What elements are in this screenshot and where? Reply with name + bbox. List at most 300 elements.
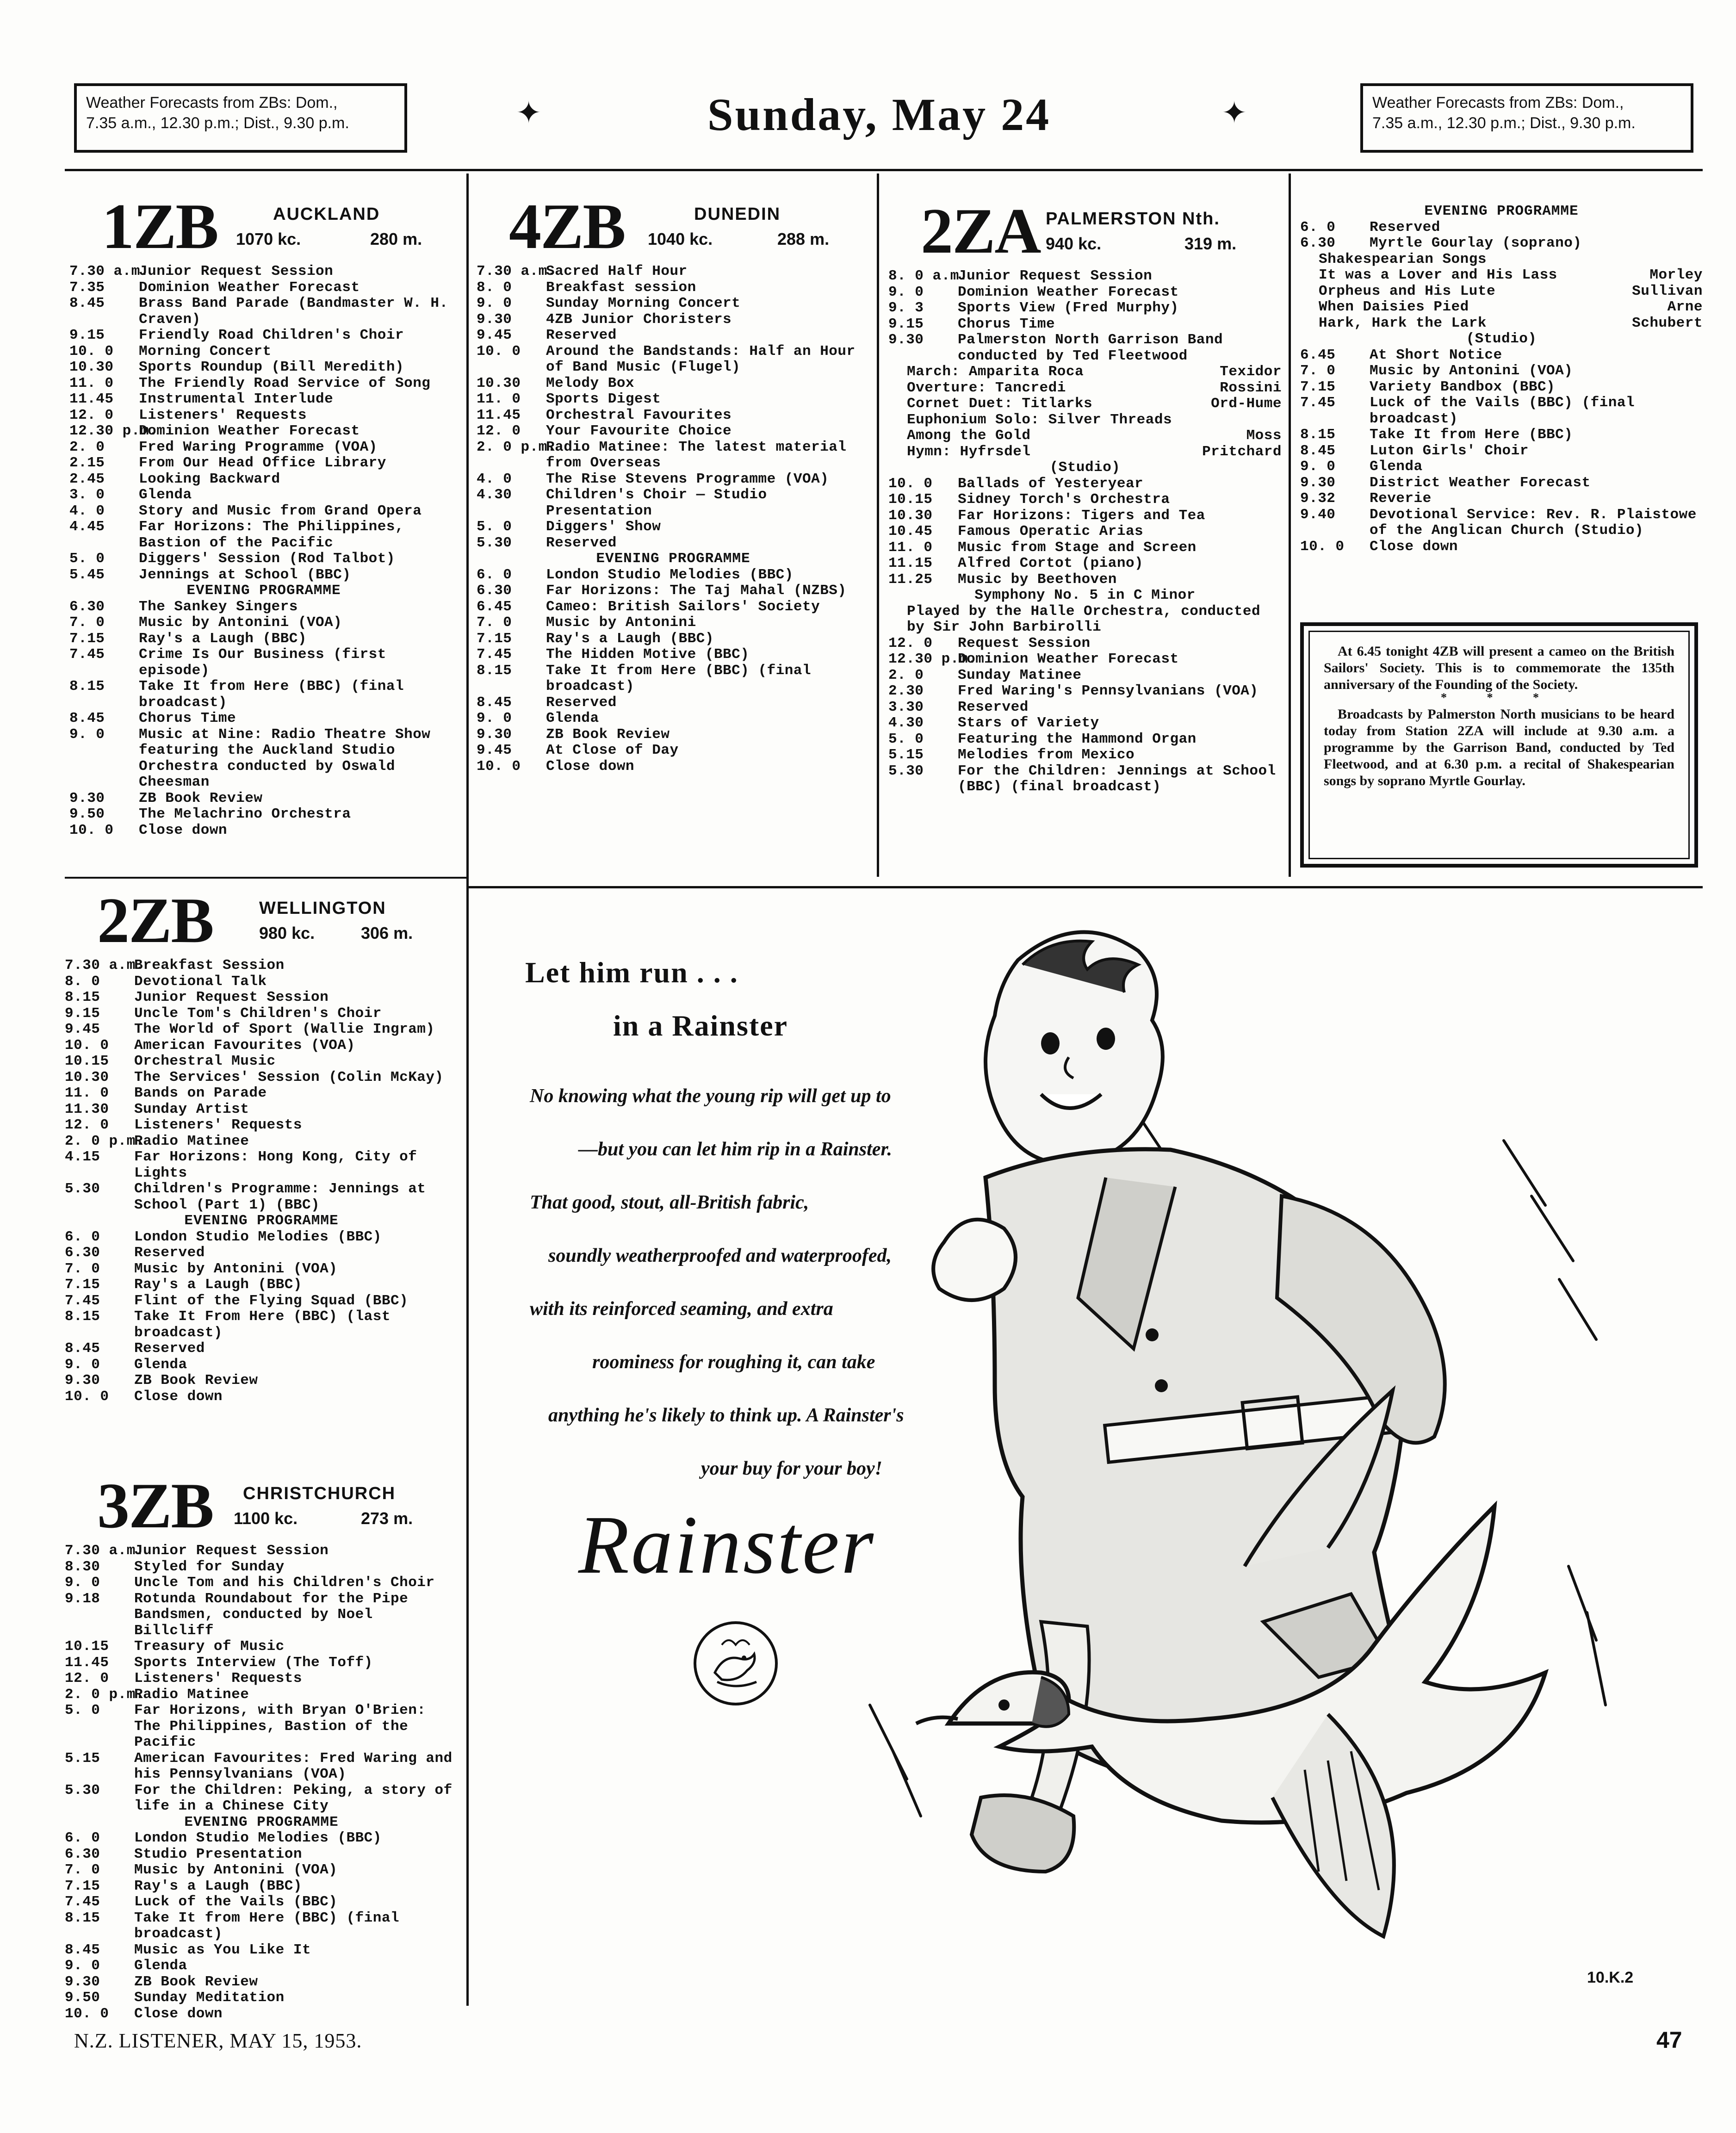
programme-item: [65, 1277, 458, 1293]
programme-title: Reserved: [134, 1245, 205, 1261]
programme-item: [477, 328, 870, 344]
programme-item: [477, 391, 870, 408]
station-frequency: 1100 kc.: [234, 1509, 298, 1528]
programme-title: Sidney Torch's Orchestra: [958, 491, 1170, 508]
programme-item: [65, 1102, 458, 1118]
programme-time: 5.30: [477, 534, 512, 551]
programme-item: [888, 763, 1285, 795]
programme-title: Sunday Morning Concert: [546, 295, 741, 311]
notice-box: [1300, 622, 1698, 868]
publication-footer: N.Z. LISTENER, MAY 15, 1953.: [74, 2029, 362, 2052]
programme-title: Music as You Like It: [134, 1941, 311, 1958]
band-piece: [888, 364, 1282, 380]
station-wavelength: 273 m.: [361, 1509, 413, 1528]
programme-title: Take It From Here (BBC) (last broadcast): [134, 1308, 400, 1341]
notice-paragraph: Broadcasts by Palmerston North musicians to be heard today from Station 2ZA will include at 9.30 a.m. a programme by the Garrison Band, conducted by Ted Fleetwood, and at 6.30 p.m. a recital of Shakespearian songs by soprano Myrtle Gourlay.: [1324, 707, 1674, 788]
programme-title: Variety Bandbox (BBC): [1370, 378, 1556, 395]
station-1zb: [69, 191, 458, 838]
programme-item: [477, 408, 870, 424]
programme-item: [65, 1054, 458, 1070]
song: [1300, 284, 1703, 300]
programme-time: 5. 0: [888, 731, 924, 747]
programme-item: [65, 1974, 458, 1990]
programme-time: 6.45: [1300, 347, 1336, 363]
programme-item: [888, 747, 1282, 763]
programme-title: Reserved: [546, 534, 617, 551]
header-rule: [65, 169, 1703, 171]
programme-title: Music by Antonini (VOA): [134, 1862, 338, 1878]
programme-title: Listeners' Requests: [139, 407, 307, 423]
programme-time: 8.45: [65, 1340, 100, 1357]
programme-title: Featuring the Hammond Organ: [958, 731, 1197, 747]
programme-title: Sports Interview (The Toff): [134, 1654, 373, 1671]
station-header: [888, 195, 1282, 268]
programme-item: [1300, 347, 1703, 364]
advert-headline: in a Rainster: [613, 1009, 788, 1042]
programme-title: At Close of Day: [546, 742, 679, 758]
programme-time: 6.45: [477, 598, 512, 615]
programme-time: 9.30: [69, 790, 105, 806]
programme-item: [69, 823, 458, 839]
band-piece-composer: Rossini: [1220, 379, 1282, 396]
station-call-sign: 2ZA: [921, 195, 1041, 267]
programme-time: 12.30 p.m.: [69, 423, 158, 439]
programme-time: 7.45: [65, 1292, 100, 1309]
programme-title: Looking Backward: [139, 471, 280, 487]
programme-time: 12. 0: [65, 1117, 109, 1133]
programme-time: 9.30: [888, 332, 924, 348]
programme-time: 6.30: [65, 1245, 100, 1261]
programme-item: [65, 1245, 458, 1261]
programme-time: 9.15: [69, 327, 105, 343]
programme-item: [65, 1373, 458, 1389]
programme-title: Reverie: [1370, 490, 1432, 507]
advert-copy-line: —but you can let him rip in a Rainster.: [578, 1139, 892, 1160]
programme-time: 2. 0 p.m.: [477, 439, 556, 455]
programme-time: 10. 0: [65, 2005, 109, 2022]
programme-time: 2. 0 p.m.: [65, 1133, 144, 1149]
programme-item: [888, 636, 1282, 652]
programme-time: 9. 0: [477, 295, 512, 311]
programme-time: 8.15: [65, 989, 100, 1005]
band-piece-title: Among the Gold: [907, 428, 1031, 444]
programme-title: Take It from Here (BBC) (final broadcast): [139, 678, 413, 711]
programme-item: [65, 974, 458, 990]
programme-item: [477, 695, 870, 711]
programme-time: 10. 0: [1300, 538, 1345, 555]
programme-title: Melodies from Mexico: [958, 747, 1135, 763]
programme-title: The Melachrino Orchestra: [139, 806, 351, 822]
programme-item: [477, 631, 870, 647]
programme-title: Palmerston North Garrison Band conducted by Ted Fleetwood: [958, 332, 1232, 364]
programme-item: [65, 1117, 458, 1134]
programme-list: [888, 268, 1285, 795]
station-frequency: 940 kc.: [1046, 234, 1102, 253]
programme-title: Fred Waring Programme (VOA): [139, 439, 378, 455]
notice-paragraph: At 6.45 tonight 4ZB will present a cameo on the British Sailors' Society. This is to commemorate the 135th anniversary of the Founding of the Society.: [1324, 644, 1674, 692]
programme-title: Treasury of Music: [134, 1638, 285, 1655]
programme-time: 8. 0: [65, 973, 100, 990]
programme-time: 11. 0: [888, 539, 933, 556]
programme-item: [477, 727, 870, 743]
programme-time: 10. 0: [65, 1037, 109, 1054]
programme-item: [888, 332, 1282, 364]
programme-time: 8.15: [1300, 427, 1336, 443]
studio-note: (Studio): [1049, 459, 1121, 476]
programme-item: [65, 1261, 458, 1277]
programme-time: 7. 0: [65, 1260, 100, 1277]
programme-time: 5.30: [65, 1782, 100, 1798]
programme-list: [65, 958, 458, 1405]
programme-time: 12. 0: [888, 635, 933, 651]
programme-item: [477, 759, 870, 775]
programme-title: Friendly Road Children's Choir: [139, 327, 404, 343]
programme-time: 2.30: [888, 683, 924, 699]
work-title: Symphony No. 5 in C Minor: [974, 587, 1196, 603]
programme-time: 7.45: [65, 1894, 100, 1910]
programme-time: 10.30: [65, 1069, 109, 1085]
band-piece: [888, 412, 1282, 428]
programme-time: 8.15: [477, 662, 512, 679]
advert-copy-line: soundly weatherproofed and waterproofed,: [548, 1245, 892, 1266]
programme-title: Take It from Here (BBC) (final broadcast): [546, 662, 820, 694]
programme-title: Junior Request Session: [139, 263, 334, 279]
programme-time: 9. 0: [477, 710, 512, 726]
programme-title: Junior Request Session: [958, 268, 1153, 284]
station-wavelength: 306 m.: [361, 924, 413, 942]
evening-programme-heading: EVENING PROGRAMME: [184, 1213, 339, 1229]
programme-item: [69, 328, 458, 344]
programme-title: Glenda: [139, 487, 192, 503]
programme-title: Glenda: [1370, 459, 1423, 475]
programme-item: [69, 360, 458, 376]
programme-title: The Hidden Motive (BBC): [546, 646, 750, 663]
programme-time: 7.15: [69, 630, 105, 647]
programme-item: [65, 1990, 458, 2006]
programme-item: [65, 1229, 458, 1246]
programme-time: 2. 0: [888, 667, 924, 683]
programme-title: Breakfast session: [546, 279, 696, 296]
programme-item: [65, 1910, 458, 1942]
programme-item: [65, 1559, 458, 1575]
programme-item: [888, 683, 1282, 700]
station-4zb: [477, 191, 870, 775]
station-call-sign: 4ZB: [509, 191, 625, 262]
station-call-sign: 1ZB: [102, 191, 218, 262]
programme-title: Radio Matinee: The latest material from Overseas: [546, 439, 856, 471]
programme-time: 10. 0: [888, 475, 933, 492]
programme-title: Jennings at School (BBC): [139, 566, 351, 583]
programme-time: 5.15: [888, 747, 924, 763]
programme-item: [65, 1782, 461, 1815]
programme-item: [477, 583, 870, 599]
programme-title: Ray's a Laugh (BBC): [134, 1277, 302, 1293]
programme-title: Uncle Tom and his Children's Choir: [134, 1575, 435, 1591]
programme-item: [65, 1543, 458, 1559]
programme-item: [65, 1830, 458, 1847]
programme-title: Music by Beethoven: [958, 571, 1117, 588]
station-header: [69, 191, 458, 264]
programme-title: Fred Waring's Pennsylvanians (VOA): [958, 683, 1259, 699]
programme-time: 11. 0: [477, 391, 521, 407]
programme-item: [477, 344, 870, 376]
programme-item: [888, 285, 1282, 301]
station-2zb: [65, 885, 458, 1405]
programme-item: [65, 1389, 458, 1405]
song-title: Orpheus and His Lute: [1319, 283, 1496, 299]
programme-item: [65, 1687, 458, 1703]
programme-time: 6. 0: [65, 1228, 100, 1245]
programme-time: 4. 0: [69, 502, 105, 519]
programme-title: Radio Matinee: [134, 1686, 249, 1703]
page-number: 47: [1656, 2027, 1682, 2053]
programme-item: [888, 316, 1282, 333]
programme-title: Dominion Weather Forecast: [139, 279, 360, 296]
evening-programme-heading: EVENING PROGRAMME: [186, 583, 341, 599]
programme-item: [69, 391, 458, 408]
programme-title: Reserved: [546, 327, 617, 343]
programme-time: 12. 0: [477, 423, 521, 439]
programme-time: 9.45: [477, 327, 512, 343]
programme-item: [69, 567, 458, 583]
programme-item: [65, 1149, 458, 1181]
programme-time: 9.40: [1300, 506, 1336, 523]
programme-time: 11. 0: [65, 1085, 109, 1101]
programme-title: Far Horizons: The Taj Mahal (NZBS): [546, 583, 847, 599]
band-piece: [888, 444, 1282, 460]
programme-time: 5. 0: [69, 551, 105, 567]
programme-title: Music by Antonini (VOA): [134, 1260, 338, 1277]
programme-time: 9. 3: [888, 300, 924, 316]
programme-title: Diggers' Show: [546, 519, 661, 535]
programme-item: [65, 1341, 458, 1357]
section-rule-left: [65, 877, 466, 879]
column-rule-3: [1289, 174, 1291, 877]
weather-note-right: [1360, 83, 1693, 153]
band-piece-title: Hymn: Hyfrsdel: [907, 443, 1031, 460]
advert-copy-line: anything he's likely to think up. A Rainster's: [548, 1405, 904, 1426]
programme-title: Chorus Time: [958, 316, 1055, 332]
programme-title: Listeners' Requests: [134, 1670, 302, 1687]
station-call-sign: 3ZB: [97, 1470, 213, 1542]
ornament-right-icon: ✦: [1221, 95, 1247, 130]
programme-time: 10. 0: [69, 822, 114, 838]
programme-title: Junior Request Session: [134, 989, 329, 1005]
programme-time: 11.25: [888, 571, 933, 588]
programme-title: Flint of the Flying Squad (BBC): [134, 1292, 409, 1309]
programme-item: [65, 1309, 458, 1341]
advert-top-rule: [469, 886, 1703, 888]
advert-copy-line: roominess for roughing it, can take: [592, 1352, 875, 1373]
programme-item: [888, 700, 1282, 716]
programme-item: [477, 743, 870, 759]
column-rule-2: [877, 174, 879, 877]
programme-item: [65, 1022, 458, 1038]
notice-stars: * * *: [1441, 691, 1557, 704]
programme-title: Ballads of Yesteryear: [958, 475, 1144, 492]
programme-time: 10. 0: [69, 343, 114, 360]
programme-item: [1300, 491, 1703, 507]
programme-time: 7.15: [65, 1878, 100, 1894]
programme-title: ZB Book Review: [134, 1973, 258, 1990]
programme-item: [65, 1575, 458, 1591]
programme-item: [69, 631, 458, 647]
programme-title: ZB Book Review: [139, 790, 263, 806]
programme-item: [888, 476, 1282, 492]
programme-title: Sports Digest: [546, 391, 661, 407]
programme-time: 8.45: [477, 694, 512, 711]
programme-time: 9.30: [65, 1372, 100, 1389]
programme-time: 6.30: [477, 583, 512, 599]
advert-copy-line: No knowing what the young rip will get up to: [530, 1085, 891, 1107]
rain-streak: [1569, 1566, 1596, 1640]
programme-title: Uncle Tom's Children's Choir: [134, 1005, 382, 1022]
programme-item: [1300, 507, 1703, 539]
station-wavelength: 288 m.: [777, 229, 830, 248]
programme-item: [65, 1134, 458, 1150]
programme-title: Take It from Here (BBC): [1370, 427, 1573, 443]
programme-item: [65, 1085, 458, 1102]
programme-time: 9.50: [65, 1990, 100, 2006]
programme-title: For the Children: Peking, a story of life in a Chinese City: [134, 1782, 461, 1814]
programme-time: 6.30: [69, 598, 105, 615]
programme-title: Sunday Meditation: [134, 1990, 285, 2006]
programme-time: 9. 0: [65, 1958, 100, 1974]
song-composer: Sullivan: [1632, 283, 1703, 299]
station-frequency: 1040 kc.: [648, 229, 713, 248]
programme-item: [888, 715, 1282, 732]
programme-item: [477, 296, 870, 312]
programme-item: [1300, 363, 1703, 379]
programme-item: [65, 1181, 458, 1213]
programme-item: [888, 524, 1282, 540]
programme-item: [477, 663, 870, 695]
programme-time: 9. 0: [65, 1356, 100, 1373]
programme-title: Far Horizons: Hong Kong, City of Lights: [134, 1149, 426, 1181]
song: [1300, 267, 1703, 284]
programme-item: [888, 540, 1282, 556]
programme-title: 4ZB Junior Choristers: [546, 311, 732, 328]
programme-title: From Our Head Office Library: [139, 455, 386, 471]
station-frequency: 980 kc.: [259, 924, 315, 942]
programme-time: 7.30 a.m.: [477, 263, 556, 279]
programme-item: [69, 791, 458, 807]
programme-time: 9.30: [1300, 474, 1336, 491]
programme-time: 5.45: [69, 566, 105, 583]
programme-title: Reserved: [1370, 219, 1440, 236]
programme-item: [477, 280, 870, 296]
programme-time: 10.30: [888, 507, 933, 524]
programme-item: [477, 264, 870, 280]
programme-item: [69, 344, 458, 360]
programme-item: [477, 487, 870, 519]
programme-title: Brass Band Parade (Bandmaster W. H. Craven): [139, 295, 457, 328]
programme-time: 10.15: [65, 1638, 109, 1655]
programme-item: [69, 806, 458, 823]
programme-item: [69, 615, 458, 631]
advert-headline: Let him run . . .: [525, 956, 738, 989]
programme-item: [69, 711, 458, 727]
programme-title: Diggers' Session (Rod Talbot): [139, 551, 395, 567]
notice-text: [1308, 631, 1690, 859]
band-piece: [888, 428, 1282, 444]
programme-time: 5.30: [888, 763, 924, 779]
programme-time: 9.30: [477, 311, 512, 328]
station-city: AUCKLAND: [273, 205, 380, 224]
programme-item: [69, 487, 458, 503]
programme-title: Far Horizons: Tigers and Tea: [958, 507, 1205, 524]
programme-title: Sports View (Fred Murphy): [958, 300, 1179, 316]
advert-copy-line: with its reinforced seaming, and extra: [530, 1298, 833, 1320]
programme-item: [65, 1070, 458, 1086]
programme-time: 10.15: [888, 491, 933, 508]
song: [1300, 316, 1703, 332]
programme-time: 4.30: [888, 715, 924, 731]
programme-title: Sunday Artist: [134, 1101, 249, 1117]
band-piece-title: Euphonium Solo: Silver Threads: [907, 411, 1172, 428]
programme-title: Dominion Weather Forecast: [958, 284, 1179, 300]
programme-item: [65, 1894, 458, 1910]
programme-time: 10.30: [69, 359, 114, 375]
rainster-logo: Rainster: [578, 1499, 875, 1591]
programme-title: At Short Notice: [1370, 347, 1502, 363]
programme-item: [69, 471, 458, 488]
programme-title: Reserved: [134, 1340, 205, 1357]
programme-time: 9.30: [65, 1973, 100, 1990]
programme-item: [888, 556, 1282, 572]
programme-title: Devotional Talk: [134, 973, 267, 990]
song-composer: Arne: [1667, 299, 1703, 315]
programme-item: [477, 423, 870, 440]
programme-time: 6. 0: [65, 1830, 100, 1846]
programme-item: [477, 567, 870, 583]
programme-item: [69, 679, 458, 711]
programme-time: 4.15: [65, 1149, 100, 1165]
programme-title: Far Horizons: The Philippines, Bastion of the Pacific: [139, 519, 413, 551]
programme-title: Morning Concert: [139, 343, 272, 360]
programme-item: [69, 519, 458, 551]
programme-time: 9.50: [69, 806, 105, 822]
weather-note-line: 7.35 a.m., 12.30 p.m.; Dist., 9.30 p.m.: [86, 114, 349, 132]
programme-item: [65, 1357, 458, 1373]
programme-item: [65, 1038, 458, 1054]
programme-item: [65, 1293, 458, 1309]
programme-time: 8.30: [65, 1558, 100, 1575]
programme-item: [65, 2006, 458, 2022]
programme-time: 8.45: [1300, 442, 1336, 459]
programme-item: [65, 1750, 461, 1783]
programme-title: Your Favourite Choice: [546, 423, 732, 439]
song: [1300, 299, 1703, 316]
programme-time: 10. 0: [65, 1388, 109, 1405]
programme-title: Close down: [139, 822, 228, 838]
programme-title: Glenda: [546, 710, 599, 726]
programme-title: The World of Sport (Wallie Ingram): [134, 1021, 435, 1037]
programme-time: 7.30 a.m.: [65, 1543, 144, 1559]
song-title: Hark, Hark the Lark: [1319, 315, 1487, 331]
programme-title: Stars of Variety: [958, 715, 1099, 731]
programme-list: [1300, 204, 1703, 555]
boy-and-duck-illustration: [865, 918, 1652, 2006]
rainster-advert: [472, 895, 1703, 2020]
programme-time: 11.15: [888, 555, 933, 571]
programme-item: [888, 572, 1282, 588]
programme-time: 11.30: [65, 1101, 109, 1117]
programme-item: [65, 1591, 458, 1639]
programme-item: [69, 423, 458, 440]
programme-item: [477, 471, 870, 488]
programme-time: 9.15: [888, 316, 924, 332]
